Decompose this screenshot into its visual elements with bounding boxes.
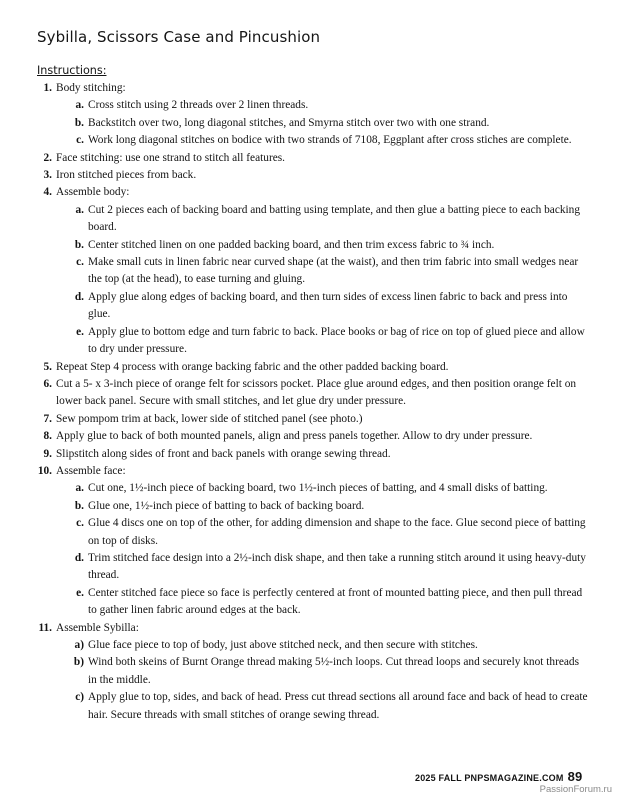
instruction-substep [18, 115, 590, 132]
instruction-step [18, 359, 590, 376]
step-number: 9. [43, 447, 52, 460]
instruction-substep [18, 654, 590, 689]
instruction-substep [18, 97, 590, 114]
substep-letter: a. [75, 203, 84, 216]
substep-letter: a. [75, 482, 84, 495]
step-text: Apply glue to back of both mounted panels, align and press panels together. Allow to dry under pressure. [56, 430, 533, 443]
step-number: 5. [43, 360, 52, 373]
instruction-substep [18, 637, 590, 654]
instruction-step [18, 446, 590, 463]
page-number: 89 [567, 769, 583, 784]
substep-text: Center stitched face piece so face is perfectly centered at front of mounted batting piece, and then pull thread to gather linen fabric around edges at the back. [88, 586, 583, 617]
step-text: Repeat Step 4 process with orange backing fabric and the other padded backing board. [56, 360, 449, 373]
substep-text: Glue face piece to top of body, just above stitched neck, and then secure with stitches. [88, 639, 478, 651]
substep-letter: e. [76, 586, 84, 599]
substep-text: Wind both skeins of Burnt Orange thread making 5½-inch loops. Cut thread loops and securely knot threads in the middle. [88, 656, 580, 686]
step-text: Assemble face: [56, 464, 126, 477]
substep-letter: c. [76, 517, 84, 530]
step-number: 1. [43, 82, 52, 94]
instruction-substep [18, 202, 590, 237]
instruction-step [18, 463, 590, 480]
step-text: Body stitching: [56, 82, 126, 94]
step-number: 3. [43, 169, 52, 182]
step-number: 7. [43, 412, 52, 425]
instruction-step [18, 620, 590, 637]
substep-text: Glue one, 1½-inch piece of batting to back of backing board. [88, 499, 365, 512]
instruction-step [18, 167, 590, 184]
instruction-substep [18, 237, 590, 254]
instruction-step [18, 428, 590, 445]
instruction-substep [18, 515, 590, 550]
substep-letter: d. [74, 551, 84, 564]
substep-letter: c. [76, 134, 84, 147]
page-footer [415, 769, 582, 784]
instruction-step [18, 184, 590, 201]
step-text: Assemble body: [56, 186, 130, 199]
step-number: 11. [38, 621, 52, 634]
instruction-step [18, 150, 590, 167]
substep-text: Cut one, 1½-inch piece of backing board, two 1½-inch pieces of batting, and 4 small disks of batting. [88, 482, 548, 495]
instruction-step [18, 376, 590, 411]
instruction-substep [18, 480, 590, 497]
step-text: Face stitching: use one strand to stitch all features. [56, 151, 286, 164]
substep-text: Apply glue to top, sides, and back of head. Press cut thread sections all around face and back of head to create hair. Secure threads with small stitches of orange sewing thread. [88, 691, 588, 721]
instruction-substep [18, 585, 590, 620]
substep-letter: b. [74, 238, 84, 251]
substep-letter: d. [74, 290, 84, 303]
instruction-substep [18, 550, 590, 585]
step-text: Sew pompom trim at back, lower side of stitched panel (see photo.) [56, 412, 363, 425]
substep-text: Make small cuts in linen fabric near curved shape (at the waist), and then trim fabric into small wedges near the top (at the head), to ease turning and gluing. [88, 256, 579, 286]
step-number: 8. [43, 430, 52, 443]
step-text: Slipstitch along sides of front and back panels with orange sewing thread. [56, 447, 391, 460]
instruction-step [18, 80, 590, 97]
step-text: Assemble Sybilla: [56, 621, 139, 634]
step-text: Iron stitched pieces from back. [56, 169, 197, 182]
instruction-substep [18, 254, 590, 289]
substep-text: Cross stitch using 2 threads over 2 linen threads. [88, 99, 309, 112]
step-text: Cut a 5- x 3-inch piece of orange felt for scissors pocket. Place glue around edges, and then position orange felt on lower back panel. Secure with small stitches, and let glue dry under pressure. [56, 377, 577, 408]
step-number: 2. [43, 151, 52, 164]
instructions-heading: Instructions: [37, 64, 107, 77]
step-number: 4. [43, 186, 52, 199]
substep-letter: b. [74, 499, 84, 512]
substep-text: Trim stitched face design into a 2½-inch disk shape, and then take a running stitch around it using heavy-duty thread. [88, 551, 586, 582]
instruction-substep [18, 289, 590, 324]
substep-text: Apply glue to bottom edge and turn fabric to back. Place books or bag of rice on top of glued piece and allow to dry under pressure. [88, 325, 585, 356]
step-number: 10. [37, 464, 52, 477]
substep-letter: e. [76, 325, 84, 338]
instruction-substep [18, 498, 590, 515]
instruction-substep [18, 689, 590, 724]
substep-text: Apply glue along edges of backing board, and then turn sides of excess linen fabric to back and press into glue. [88, 290, 568, 321]
footer-issue-text: 2025 FALL PNPSMAGAZINE.COM [415, 773, 564, 783]
instruction-step [18, 411, 590, 428]
substep-letter: c) [75, 691, 84, 704]
substep-letter: a) [74, 639, 84, 651]
instruction-substep [18, 132, 590, 149]
substep-letter: a. [75, 99, 84, 112]
instruction-list [18, 80, 590, 724]
step-number: 6. [43, 377, 52, 390]
substep-text: Center stitched linen on one padded backing board, and then trim excess fabric to ¾ inch. [88, 238, 495, 251]
substep-letter: b) [73, 656, 84, 669]
substep-text: Cut 2 pieces each of backing board and batting using template, and then glue a batting piece to each backing board. [88, 203, 581, 234]
substep-text: Backstitch over two, long diagonal stitches, and Smyrna stitch over two with one strand. [88, 116, 490, 129]
substep-letter: b. [74, 116, 84, 129]
substep-text: Work long diagonal stitches on bodice with two strands of 7108, Eggplant after cross stiches are complete. [88, 134, 572, 147]
page-title: Sybilla, Scissors Case and Pincushion [37, 28, 321, 46]
watermark-text: PassionForum.ru [539, 784, 612, 795]
instruction-substep [18, 324, 590, 359]
substep-letter: c. [76, 256, 84, 269]
substep-text: Glue 4 discs one on top of the other, for adding dimension and shape to the face. Glue second piece of batting on top of disks. [88, 517, 586, 547]
